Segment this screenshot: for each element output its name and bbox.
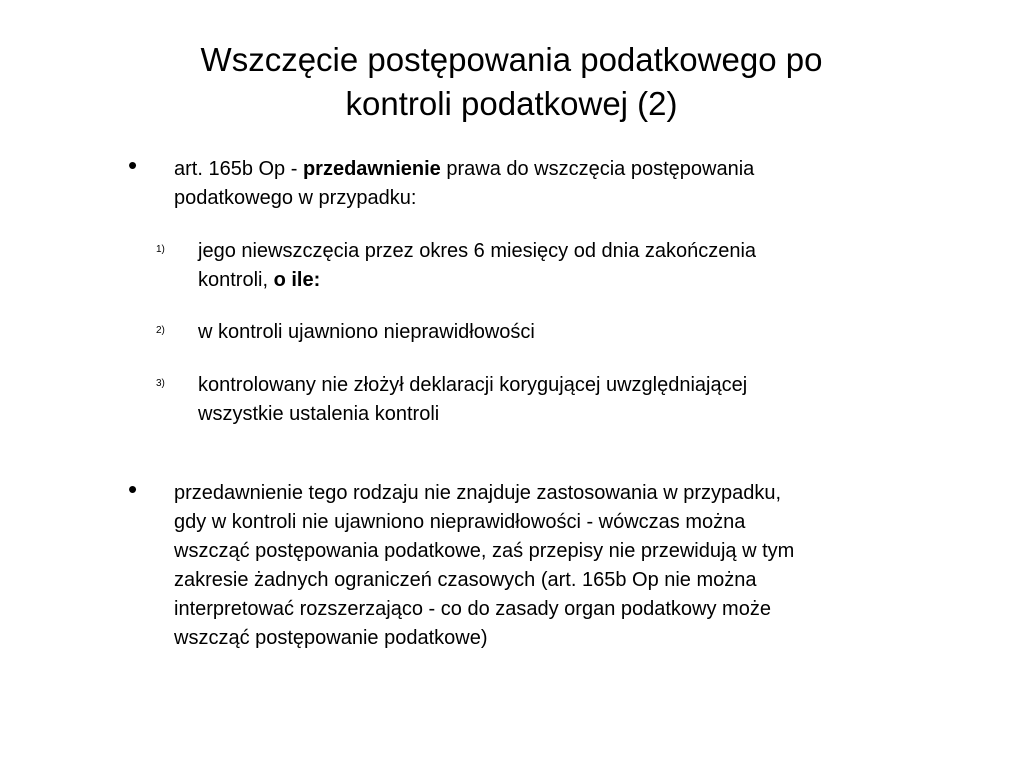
slide-title-line-1: Wszczęcie postępowania podatkowego po <box>200 41 823 78</box>
note-line: wszcząć postępowania podatkowe, zaś przepisy nie przewidują w tym <box>174 540 795 562</box>
intro-line-2: podatkowego w przypadku: <box>174 187 417 209</box>
intro-bold-term: przedawnienie <box>302 158 441 180</box>
intro-paragraph <box>174 155 934 213</box>
list-item-line-2 <box>198 266 878 295</box>
slide-title <box>90 38 933 126</box>
list-item-number: 3) <box>156 378 165 389</box>
slide-title-line-2: kontroli podatkowej (2) <box>345 85 678 122</box>
list-item-text <box>198 371 878 429</box>
list-item-line-1: jego niewszczęcia przez okres 6 miesięcy od dnia zakończenia <box>198 240 757 262</box>
list-item-number: 1) <box>156 244 165 255</box>
list-item-line-1: kontrolowany nie złożył deklaracji korygującej uwzględniającej <box>198 374 748 396</box>
list-item-number: 2) <box>156 325 165 336</box>
note-paragraph <box>174 479 944 653</box>
bullet-dot-2: • <box>128 474 138 504</box>
intro-line-1-pre: art. 165b Op - <box>174 158 303 180</box>
intro-line-1 <box>174 155 934 184</box>
intro-line-1-post: prawa do wszczęcia postępowania <box>440 158 755 180</box>
list-item-line-1: w kontroli ujawniono nieprawidłowości <box>198 321 535 343</box>
list-item-line-2: wszystkie ustalenia kontroli <box>198 403 440 425</box>
list-item-bold-term: o ile: <box>273 269 321 291</box>
note-line: zakresie żadnych ograniczeń czasowych (art. 165b Op nie można <box>174 569 757 591</box>
list-item-text <box>198 318 878 347</box>
bullet-dot-1: • <box>128 150 138 180</box>
list-item-text <box>198 237 878 295</box>
list-item-line-2-pre: kontroli, <box>198 269 274 291</box>
note-line: gdy w kontroli nie ujawniono nieprawidłowości - wówczas można <box>174 511 746 533</box>
note-line: wszcząć postępowanie podatkowe) <box>174 627 488 649</box>
note-line: interpretować rozszerzająco - co do zasady organ podatkowy może <box>174 598 771 620</box>
note-line: przedawnienie tego rodzaju nie znajduje zastosowania w przypadku, <box>174 482 782 504</box>
